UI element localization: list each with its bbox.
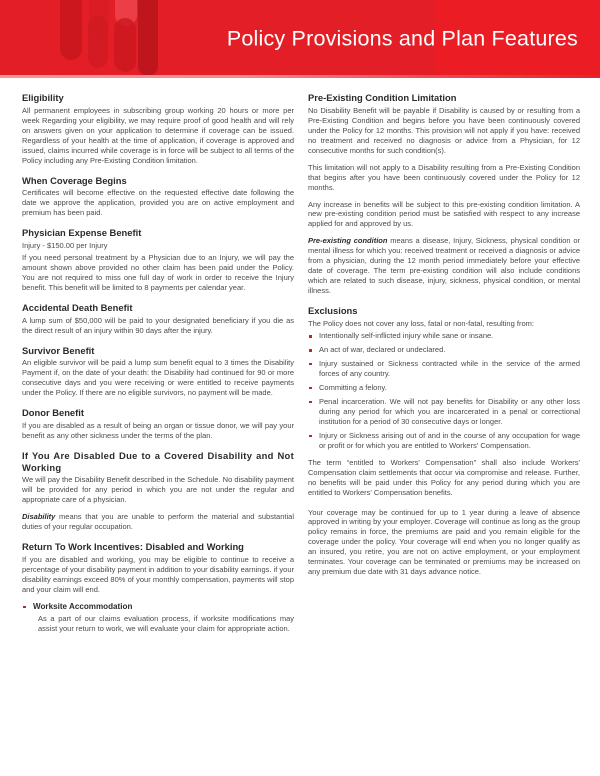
exclusions-bullet-list — [308, 331, 580, 451]
decorative-bar-5 — [114, 18, 136, 72]
definition-text: means that you are unable to perform the material and substantial duties of your regular occupation. — [22, 512, 294, 532]
definition-text: means a disease, Injury, Sickness, physical condition or mental illness for which you: received treatment or received a diagnosis or advice from a physician, during the 12 month period immediately before your effective date of coverage. The term pre-existing condition will also include conditions which are related to such disease, injury, sickness, physical condition, or mental illness. — [308, 236, 580, 296]
section-paragraph: This limitation will not apply to a Disability resulting from a Pre-Existing Condition that begins after you have been continuously covered under the Policy for 12 months. — [308, 162, 580, 192]
section-paragraph: Your coverage may be continued for up to 1 year during a leave of absence approved in writing by your employer. Coverage will continue as long as the group policy remains in force, the premiums are paid and you remain eligible for the coverage under the policy. Your coverage will end when you no longer qualify as an insured, you retire, you are not on active employment, or your employment terminates. Your coverage can be terminated or premiums may be increased on any premium due date with 31 days advance notice. — [308, 507, 580, 577]
section-exclusions — [308, 305, 580, 577]
definition-term: Pre-existing condition — [308, 236, 388, 246]
definition-term: Disability — [22, 512, 56, 522]
list-item: Penal incarceration. We will not pay benefits for Disability or any other loss during any period for which you are incarcerated in a penal or correctional institution for a period of 30 consecutive days or longer. — [308, 397, 580, 427]
return-to-work-bullet-list — [22, 602, 294, 634]
list-item: Injury or Sickness arising out of and in the course of any occupation for wage or profit or for which you are entitled to Workers' Compensation. — [308, 431, 580, 451]
section-heading: Return To Work Incentives: Disabled and Working — [22, 541, 244, 553]
page-title: Policy Provisions and Plan Features — [226, 26, 578, 51]
benefit-amount-line: Injury - $150.00 per Injury — [22, 240, 108, 250]
section-heading: Eligibility — [22, 92, 64, 103]
section-heading: Accidental Death Benefit — [22, 301, 133, 313]
section-paragraph: If you are disabled as a result of being an organ or tissue donor, we will pay your benefit as any other sickness under the terms of the plan. — [22, 420, 294, 440]
section-donor-benefit — [22, 407, 294, 441]
section-paragraph: The term “entitled to Workers' Compensation” shall also include Workers' Compensation claim settlements that occur via compromise and release. Further, no benefits will be paid under this Policy for any period during which you are entitled to Workers' Compensation benefits. — [308, 457, 580, 497]
section-paragraph: All permanent employees in subscribing group working 20 hours or more per week Regarding your eligibility, we may require proof of good health and will rely on answers given on your application to determine if coverage can be issued. Regardless of your health at the time of application, if coverage is approved and issued, claims incurred while coverage is in force will be subject to all terms of the Policy including any Pre-Existing Condition limitation. — [22, 105, 294, 165]
bullet-body: As a part of our claims evaluation process, if worksite modifications may assist your return to work, we will evaluate your claim for appropriate action. — [38, 613, 294, 633]
definition-paragraph — [22, 512, 294, 532]
list-item: Committing a felony. — [308, 383, 580, 393]
right-column — [308, 92, 580, 640]
left-column — [22, 92, 294, 640]
list-item: Intentionally self-inflicted injury while sane or insane. — [308, 331, 580, 341]
decorative-bar-6 — [138, 0, 158, 76]
section-return-to-work-incentives — [22, 541, 294, 633]
section-physician-expense-benefit — [22, 227, 294, 293]
list-item: Injury sustained or Sickness contracted while in the service of the armed forces of any country. — [308, 359, 580, 379]
list-item — [22, 602, 294, 634]
definition-paragraph — [308, 236, 580, 296]
section-heading: When Coverage Begins — [22, 174, 127, 186]
section-heading: Survivor Benefit — [22, 344, 95, 356]
list-item: An act of war, declared or undeclared. — [308, 345, 580, 355]
section-when-coverage-begins — [22, 175, 294, 219]
section-eligibility — [22, 92, 294, 166]
bullet-heading: Worksite Accommodation — [33, 601, 133, 611]
section-heading: If You Are Disabled Due to a Covered Disability and Not Working — [22, 449, 294, 473]
section-paragraph: If you need personal treatment by a Physician due to an Injury, we will pay the amount shown above provided no other claim has been paid under the Policy. You are not required to miss one full day of work in order to receive the Injury benefit. This benefit will be limited to 8 payments per calendar year. — [22, 252, 294, 292]
section-heading: Exclusions — [308, 305, 358, 317]
section-heading: Physician Expense Benefit — [22, 227, 142, 239]
section-paragraph: Any increase in benefits will be subject to this pre-existing condition limitation. A new pre-existing condition period must be satisfied with respect to any increase applied for and approved by us. — [308, 199, 580, 229]
section-paragraph: Certificates will become effective on the requested effective date following the date we approve the application, provided you are on active employment and premium has been paid. — [22, 188, 294, 218]
exclusions-intro: The Policy does not cover any loss, fatal or non-fatal, resulting from: — [308, 318, 534, 328]
section-pre-existing-condition-limitation — [308, 92, 580, 296]
section-heading: Donor Benefit — [22, 407, 84, 419]
page-header-banner — [0, 0, 600, 78]
section-survivor-benefit — [22, 345, 294, 399]
section-paragraph: If you are disabled and working, you may be eligible to continue to receive a percentage of your disability payment in addition to your disability earnings. if your disability earnings exceed 80% of your monthly compensation, payments will stop and your claim will end. — [22, 554, 294, 594]
document-content — [0, 78, 600, 640]
section-paragraph: No Disability Benefit will be payable if Disability is caused by or resulting from a Pre-Existing Condition and begins before you have been continuously covered under the Policy for 12 months. This provision will not apply if you have: received no treatment and received no diagnosis or advice from a Physician, for 12 consecutive months for such condition(s). — [308, 105, 580, 155]
section-heading: Pre-Existing Condition Limitation — [308, 92, 457, 103]
section-paragraph: We will pay the Disability Benefit described in the Schedule. No disability payment will be provided for any period in which you are not under the regular and appropriate care of a physician. — [22, 475, 294, 505]
section-accidental-death-benefit — [22, 302, 294, 336]
section-if-disabled-not-working — [22, 450, 294, 532]
decorative-bar-1 — [60, 0, 82, 60]
section-paragraph: A lump sum of $50,000 will be paid to your designated beneficiary if you die as the direct result of an injury within 90 days after the injury. — [22, 315, 294, 335]
section-paragraph: An eligible survivor will be paid a lump sum benefit equal to 3 times the Disability Payment if, on the date of your death: the Disability had continued for 90 or more consecutive days and you were receiving or were entitled to receive payments under the Policy. If there are no eligible survivors, no payment will be made. — [22, 358, 294, 398]
decorative-bar-3 — [88, 16, 108, 68]
